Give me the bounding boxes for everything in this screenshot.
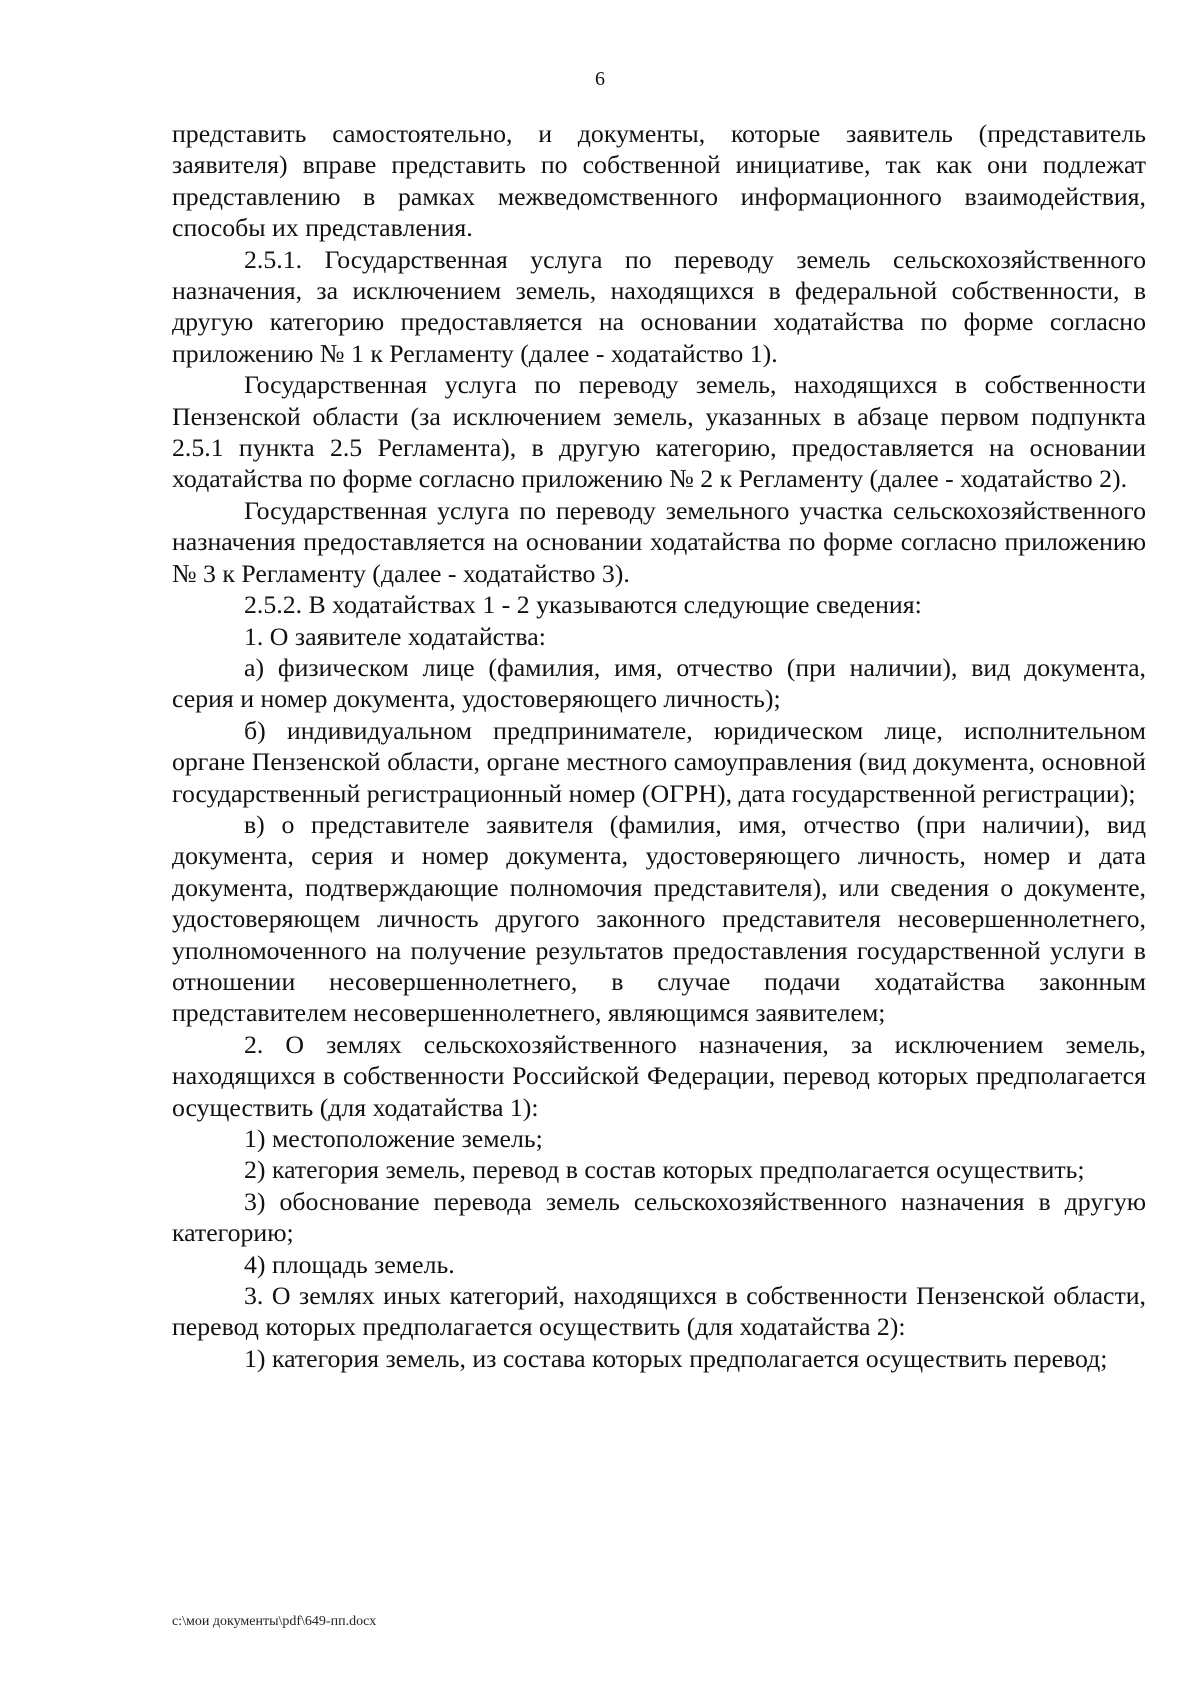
paragraph: 2. О землях сельскохозяйственного назначения, за исключением земель, находящихся в собственности Российской Федерации, перевод которых предполагается осуществить (для ходатайства 1):	[172, 1029, 1146, 1122]
paragraph: 4) площадь земель.	[244, 1249, 455, 1279]
paragraph: а) физическом лице (фамилия, имя, отчество (при наличии), вид документа, серия и номер документа, удостоверяющего личность);	[172, 652, 1146, 714]
paragraph: 3) обоснование перевода земель сельскохозяйственного назначения в другую категорию;	[172, 1186, 1146, 1248]
paragraph: б) индивидуальном предпринимателе, юридическом лице, исполнительном органе Пензенской области, органе местного самоуправления (вид документа, основной государственный регистрационный номер (ОГРН), дата государственной регистрации);	[172, 715, 1146, 808]
paragraph: 2) категория земель, перевод в состав которых предполагается осуществить;	[244, 1155, 1085, 1185]
paragraph: 2.5.2. В ходатайствах 1 - 2 указываются следующие сведения:	[244, 590, 922, 620]
paragraph: 1) категория земель, из состава которых предполагается осуществить перевод;	[244, 1343, 1108, 1373]
paragraph: представить самостоятельно, и документы, которые заявитель (представитель заявителя) вправе представить по собственной инициативе, так как они подлежат представлению в рамках межведомственного информационного взаимодействия, способы их представления.	[172, 119, 1146, 243]
paragraph: 3. О землях иных категорий, находящихся в собственности Пензенской области, перевод которых предполагается осуществить (для ходатайства 2):	[172, 1281, 1146, 1342]
paragraph: Государственная услуга по переводу земельного участка сельскохозяйственного назначения предоставляется на основании ходатайства по форме согласно приложению № 3 к Регламенту (далее - ходатайство 3).	[172, 495, 1146, 588]
paragraph: 1. О заявителе ходатайства:	[244, 621, 546, 651]
paragraph: 1) местоположение земель;	[244, 1124, 543, 1153]
document-body	[172, 118, 1146, 1374]
paragraph: в) о представителе заявителя (фамилия, имя, отчество (при наличии), вид документа, серия и номер документа, удостоверяющего личность, номер и дата документа, подтверждающие полномочия представителя), или сведения о документе, удостоверяющем личность другого законного представителя несовершеннолетнего, уполномоченного на получение результатов предоставления государственной услуги в отношении несовершеннолетнего, в случае подачи ходатайства законным представителем несовершеннолетнего, являющимся заявителем;	[172, 809, 1146, 1028]
page-number: 6	[595, 68, 605, 90]
paragraph: Государственная услуга по переводу земель, находящихся в собственности Пензенской области (за исключением земель, указанных в абзаце первом подпункта 2.5.1 пункта 2.5 Регламента), в другую категорию, предоставляется на основании ходатайства по форме согласно приложению № 2 к Регламенту (далее - ходатайство 2).	[172, 370, 1146, 494]
paragraph: 2.5.1. Государственная услуга по переводу земель сельскохозяйственного назначения, за исключением земель, находящихся в федеральной собственности, в другую категорию предоставляется на основании ходатайства по форме согласно приложению № 1 к Регламенту (далее - ходатайство 1).	[172, 244, 1146, 368]
footer-file-path: c:\мои документы\pdf\649-пп.docx	[172, 1614, 377, 1629]
